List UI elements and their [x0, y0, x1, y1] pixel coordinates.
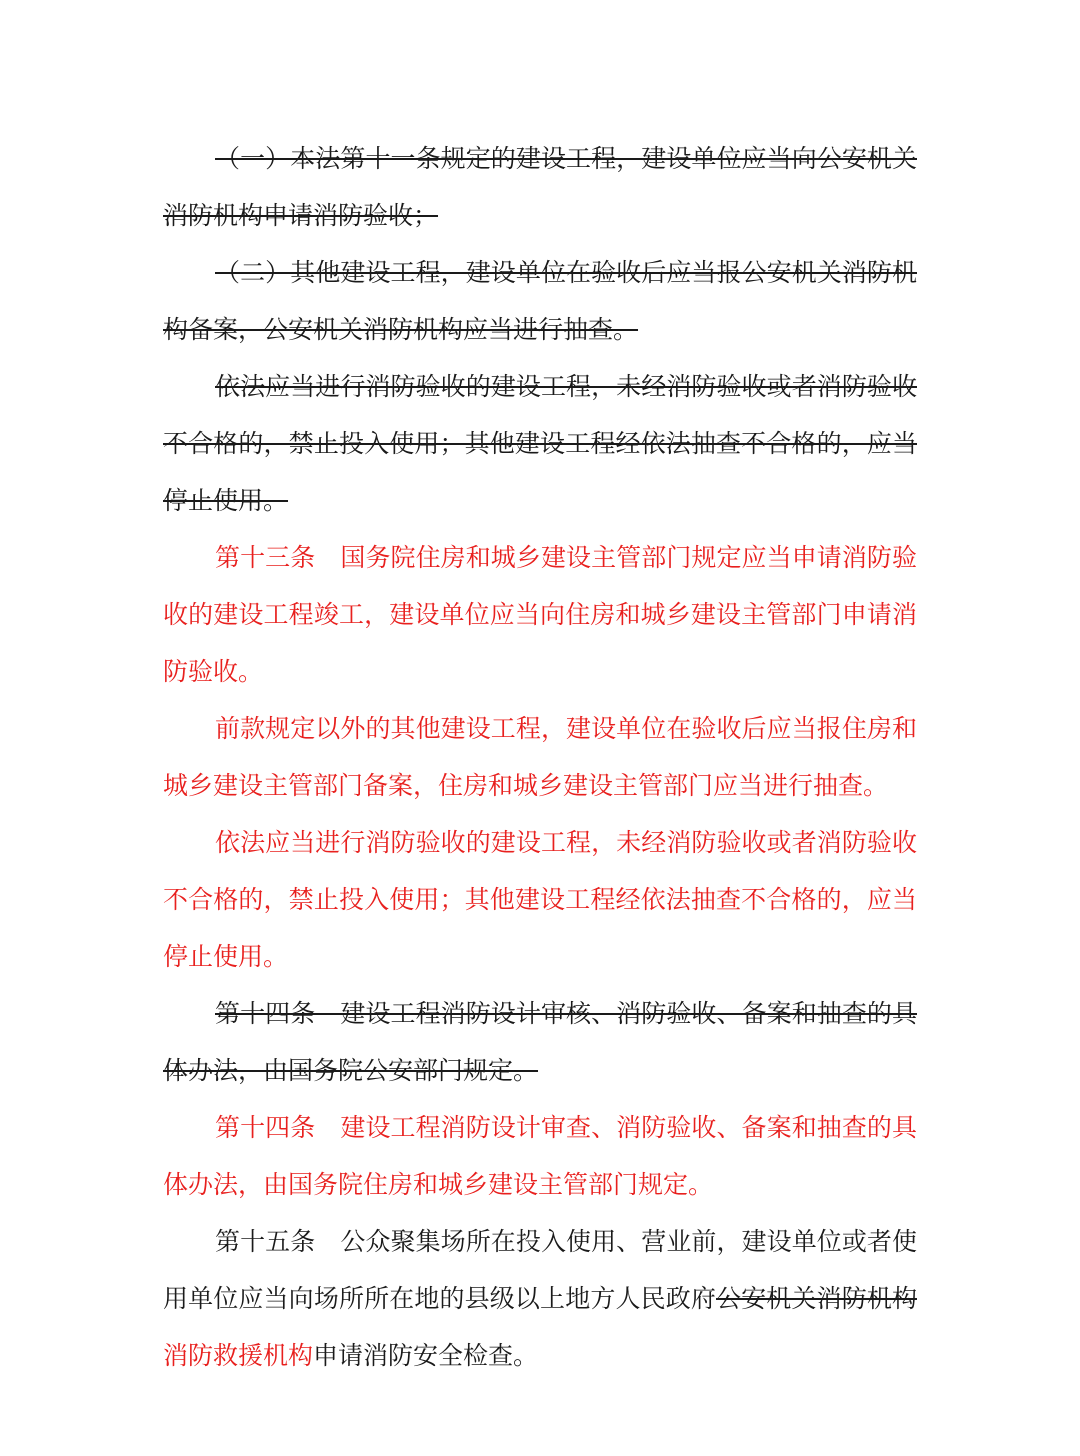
article-15: [163, 1213, 917, 1384]
deleted-paragraph-2: （二）其他建设工程，建设单位在验收后应当报公安机关消防机构备案，公安机关消防机构应当进行抽查。: [163, 258, 917, 344]
article-13-paragraph-2: 前款规定以外的其他建设工程，建设单位在验收后应当报住房和城乡建设主管部门备案，住房和城乡建设主管部门应当进行抽查。: [163, 714, 917, 800]
article-15-text-before: 第十五条 公众聚集场所在投入使用、营业前，建设单位或者使用单位应当向场所所在地的县级以上地方人民政府: [163, 1227, 917, 1313]
deleted-article-14: 第十四条 建设工程消防设计审核、消防验收、备案和抽查的具体办法，由国务院公安部门规定。: [163, 999, 917, 1085]
deleted-paragraph-3: 依法应当进行消防验收的建设工程，未经消防验收或者消防验收不合格的，禁止投入使用；其他建设工程经依法抽查不合格的，应当停止使用。: [163, 372, 917, 515]
article-15-deleted-text: 公安机关消防机构: [716, 1284, 917, 1313]
article-15-inserted-text: 消防救援机构: [163, 1341, 314, 1370]
document-page: [163, 130, 917, 1384]
article-13-paragraph-3: 依法应当进行消防验收的建设工程，未经消防验收或者消防验收不合格的，禁止投入使用；其他建设工程经依法抽查不合格的，应当停止使用。: [163, 828, 917, 971]
article-15-text-after: 申请消防安全检查。: [313, 1341, 539, 1370]
article-14: 第十四条 建设工程消防设计审查、消防验收、备案和抽查的具体办法，由国务院住房和城乡建设主管部门规定。: [163, 1113, 917, 1199]
article-13-paragraph-1: 第十三条 国务院住房和城乡建设主管部门规定应当申请消防验收的建设工程竣工，建设单位应当向住房和城乡建设主管部门申请消防验收。: [163, 543, 917, 686]
deleted-paragraph-1: （一）本法第十一条规定的建设工程，建设单位应当向公安机关消防机构申请消防验收；: [163, 144, 917, 230]
